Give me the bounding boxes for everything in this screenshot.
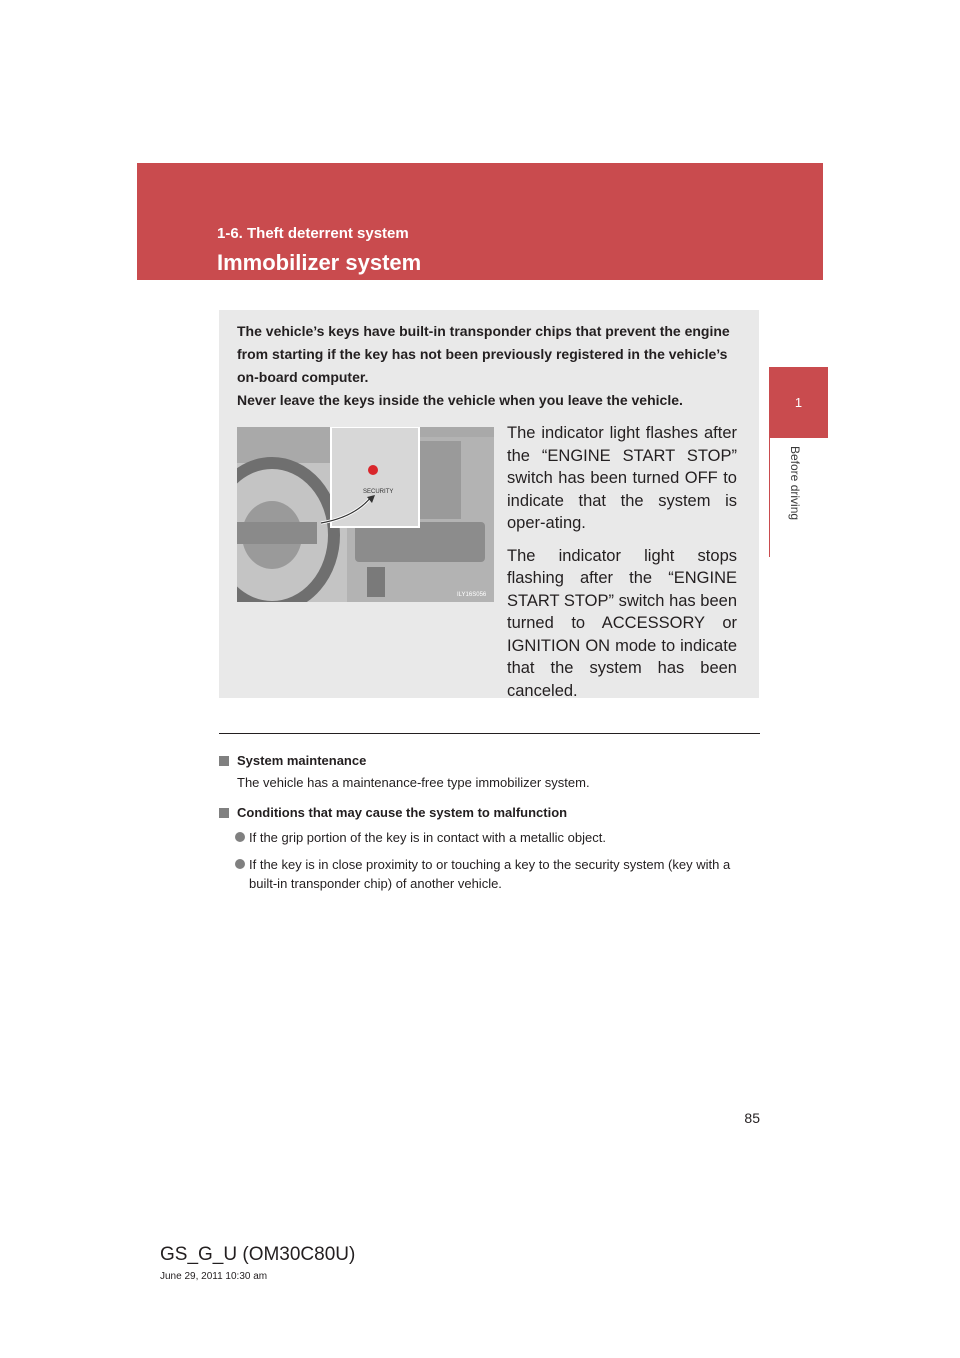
intro-line: The vehicle’s keys have built-in transponder chips that prevent the engine	[237, 323, 730, 339]
dashboard-illustration	[237, 427, 494, 602]
page-number: 85	[744, 1110, 760, 1126]
document-code: GS_G_U (OM30C80U)	[160, 1244, 356, 1265]
chapter-tab	[769, 367, 828, 438]
intro-line: from starting if the key has not been previously registered in the vehicle’s	[237, 346, 728, 362]
square-bullet-icon	[219, 808, 229, 818]
image-code: ILY16S056	[457, 592, 487, 598]
dashboard-drawing	[237, 427, 494, 602]
intro-line: on-board computer.	[237, 369, 369, 385]
section-divider	[219, 733, 760, 734]
note-heading-text: System maintenance	[237, 753, 367, 768]
section-label: 1-6. Theft deterrent system	[217, 225, 409, 242]
intro-text	[237, 320, 741, 412]
note-heading-maintenance	[219, 750, 759, 772]
intro-box	[219, 310, 759, 698]
circle-bullet-icon	[235, 832, 245, 842]
chapter-header-banner	[137, 163, 823, 280]
chapter-title-vertical	[788, 446, 802, 546]
list-item-text: If the key is in close proximity to or touching a key to the security system (key with a built-in transponder chip) of another vehicle.	[249, 857, 731, 891]
list-item	[219, 855, 759, 893]
description-paragraph-1: The indicator light flashes after the “ENGINE START STOP” switch has been turned OFF to indicate that the system is oper-ating.	[507, 424, 737, 532]
security-indicator-label: SECURITY	[363, 489, 394, 495]
list-item	[219, 828, 759, 847]
page-title: Immobilizer system	[217, 250, 422, 275]
note-heading-text: Conditions that may cause the system to malfunction	[237, 805, 568, 820]
intro-line: Never leave the keys inside the vehicle when you leave the vehicle.	[237, 392, 683, 408]
note-body-maintenance: The vehicle has a maintenance-free type immobilizer system.	[237, 775, 590, 790]
list-item-text: If the grip portion of the key is in contact with a metallic object.	[249, 830, 606, 845]
notes-section	[219, 750, 759, 901]
circle-bullet-icon	[235, 859, 245, 869]
indicator-description	[507, 422, 737, 712]
description-paragraph-2: The indicator light stops flashing after the “ENGINE START STOP” switch has been turned to ACCESSORY or IGNITION ON mode to indicate that the system has been canceled.	[507, 546, 737, 700]
square-bullet-icon	[219, 756, 229, 766]
chapter-title: Before driving	[788, 446, 802, 521]
note-heading-malfunction	[219, 802, 759, 824]
document-date: June 29, 2011 10:30 am	[160, 1271, 268, 1282]
chapter-number: 1	[794, 395, 803, 410]
